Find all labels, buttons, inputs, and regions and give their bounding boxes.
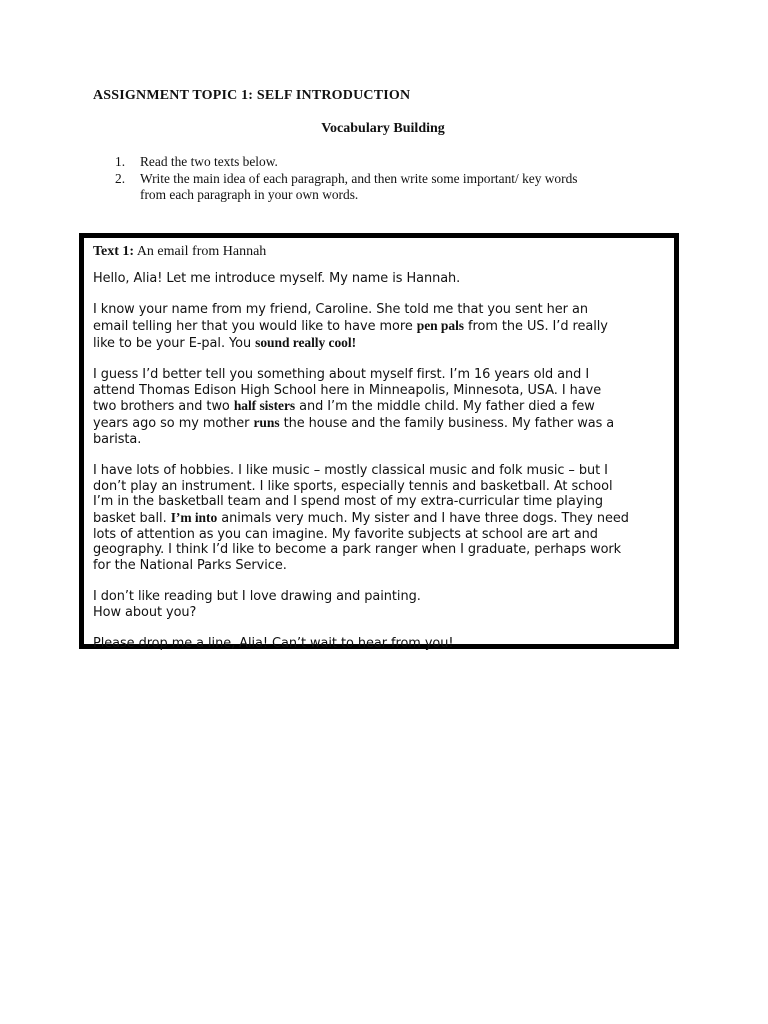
text-run: animals very much. My sister and I have three dogs. They need [217, 510, 629, 526]
text1-box [79, 233, 679, 652]
instruction-text: Write the main idea of each paragraph, and then write some important/ key words [140, 170, 578, 186]
text-run: and I’m the middle child. My father died a few [295, 399, 595, 415]
text1-heading [93, 244, 673, 260]
text-run: like to be your E-pal. You [93, 335, 256, 351]
section-subtitle [0, 121, 768, 137]
paragraph-line: for the National Parks Service. [93, 558, 287, 574]
paragraph-greeting [93, 271, 673, 287]
paragraph-line: How about you? [93, 604, 197, 620]
subtitle-text: Vocabulary Building [321, 121, 445, 136]
paragraph-line: don’t play an instrument. I like sports, especially tennis and basketball. At school [93, 478, 613, 494]
paragraph-line [93, 415, 673, 432]
paragraph-closing [93, 636, 673, 652]
text-run: from the US. I’d really [464, 318, 608, 334]
instruction-number: 1. [115, 154, 126, 169]
paragraph-line: I don’t like reading but I love drawing and painting. [93, 589, 421, 605]
assignment-title: ASSIGNMENT TOPIC 1: SELF INTRODUCTION [93, 88, 411, 103]
instruction-number: 2. [115, 170, 126, 186]
instruction-text: Read the two texts below. [140, 154, 278, 169]
instruction-item [115, 154, 675, 171]
paragraph-penpal [93, 302, 673, 351]
text-run: years ago so my mother [93, 415, 254, 431]
paragraph-line: Please drop me a line, Alia! Can’t wait to hear from you! [93, 636, 454, 652]
instructions-list [115, 154, 675, 204]
paragraph-line: I know your name from my friend, Caroline. She told me that you sent her an [93, 302, 588, 318]
paragraph-line: I guess I’d better tell you something about myself first. I’m 16 years old and I [93, 366, 590, 382]
paragraph-line: geography. I think I’d like to become a park ranger when I graduate, perhaps work [93, 542, 622, 558]
key-phrase-sound-really-cool: sound really cool! [255, 334, 357, 350]
key-phrase-pen-pals: pen pals [416, 317, 464, 333]
key-phrase-runs: runs [253, 414, 280, 430]
paragraph-line: I have lots of hobbies. I like music – mostly classical music and folk music – but I [93, 462, 608, 478]
paragraph-line [93, 398, 673, 415]
paragraph-line: lots of attention as you can imagine. My favorite subjects at school are art and [93, 526, 598, 542]
paragraph-about-me [93, 367, 673, 448]
text-run: email telling her that you would like to have more [93, 318, 417, 334]
paragraph-line [93, 318, 673, 335]
text-run: two brothers and two [93, 399, 234, 415]
paragraph-line: barista. [93, 431, 142, 447]
text1-label: Text 1: [93, 244, 135, 259]
key-phrase-half-sisters: half sisters [233, 398, 296, 414]
text1-title: An email from Hannah [134, 244, 267, 259]
paragraph-hobbies [93, 463, 673, 574]
paragraph-line [93, 335, 673, 352]
paragraph-line: I’m in the basketball team and I spend most of my extra-curricular time playing [93, 494, 604, 510]
instruction-text: from each paragraph in your own words. [140, 187, 359, 202]
paragraph-line [93, 510, 673, 527]
paragraph-reading [93, 589, 673, 620]
paragraph-line: attend Thomas Edison High School here in Minneapolis, Minnesota, USA. I have [93, 382, 602, 398]
instruction-item [115, 171, 675, 204]
text-run: basket ball. [93, 510, 171, 526]
paragraph-line: Hello, Alia! Let me introduce myself. My name is Hannah. [93, 271, 461, 286]
text-run: the house and the family business. My father was a [279, 415, 615, 431]
key-phrase-im-into: I’m into [170, 509, 218, 525]
text1-content [93, 244, 673, 667]
